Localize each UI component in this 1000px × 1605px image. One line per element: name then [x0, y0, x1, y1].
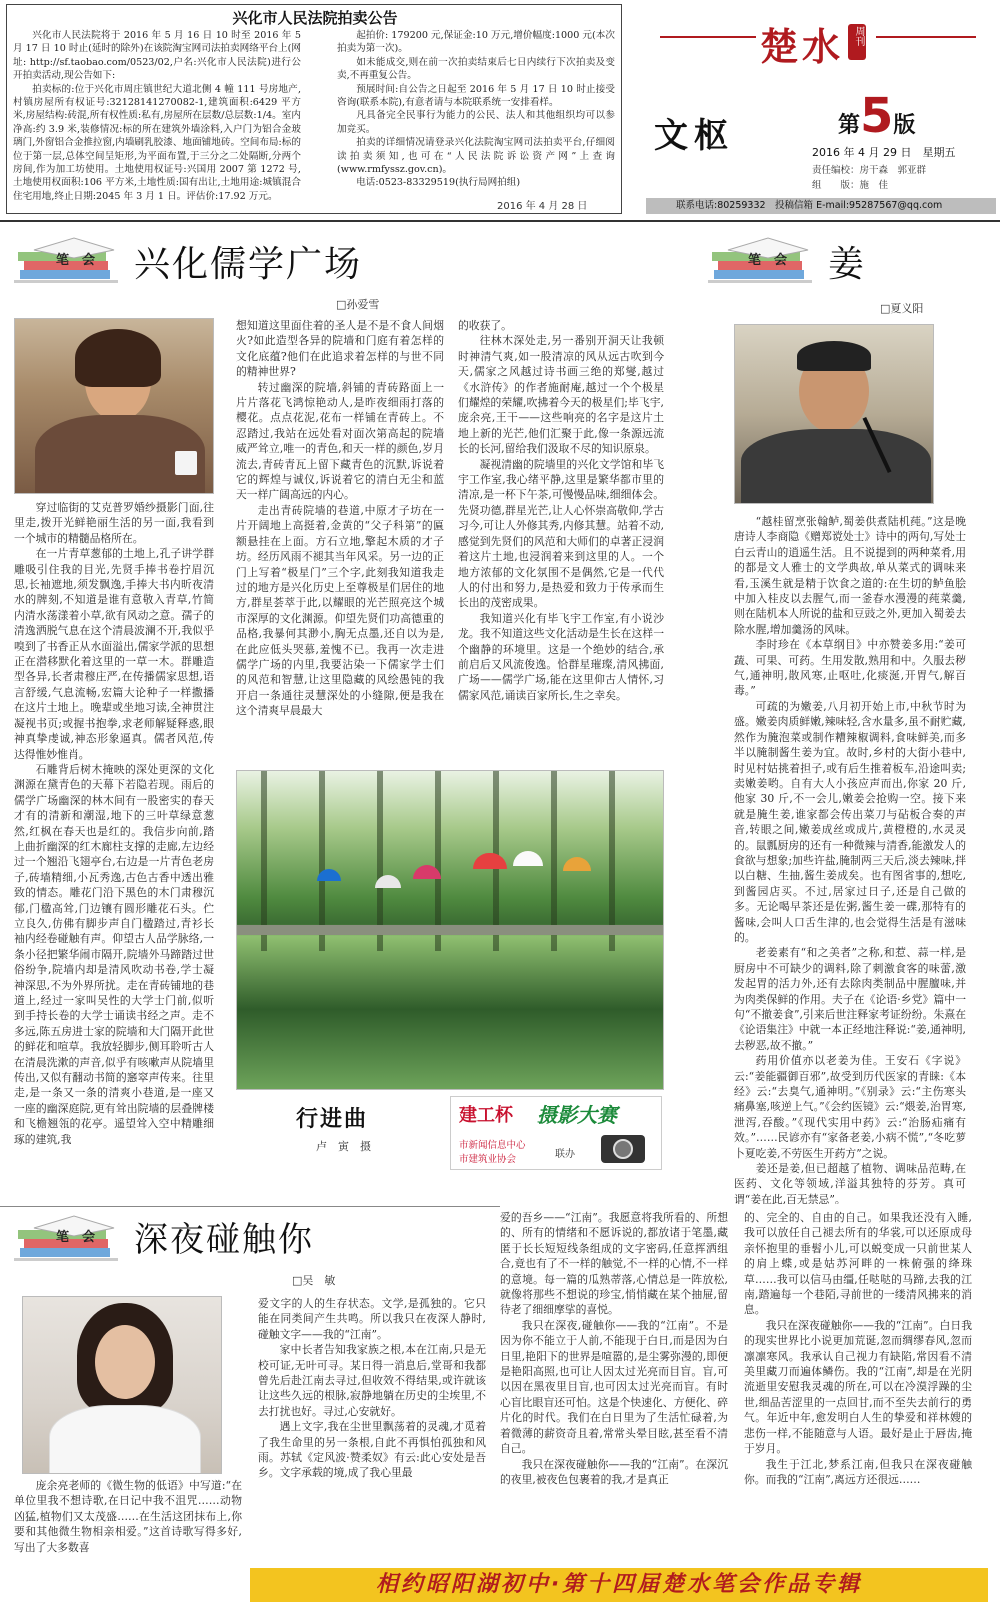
badge-contest: 摄影大赛 [537, 1103, 617, 1127]
brand-logo: 楚水 [760, 24, 845, 69]
walkway [237, 925, 664, 935]
article1-title: 兴化儒学广场 [134, 244, 363, 285]
notice-date: 2016 年 4 月 28 日 [497, 201, 588, 212]
photo-caption-box [236, 1094, 664, 1174]
notice-col1: 兴化市人民法院将于 2016 年 5 月 16 日 10 时至 2016 年 5 月 17 日 10 时止(延时的除外)在该院淘宝网司法拍卖网络平台上(网址: http://sf.taobao.com/0523/02,户名:兴化市人民法院)进行公开拍卖活动,现公告如下: 拍卖标的:位于兴化市周庄镇世纪大道北侧 4 幢 111 号房地产,村镇房屋所有权证号:32128141270082-1,建筑面积:6429 平方米,房屋结构:砖混,所有权性质:私有,房屋所在层数/总层数:1/4。室内净高:约 3.9 米,装修情况:标的所在建筑外墙涂料,入户门为铝合金玻璃门,外窗铝合金推拉窗,内墙刷乳胶漆、地面铺地砖。空间布局:标的位于第一层,总体空间呈矩形,为平面布置,于三分之二处隔断,分两个房间,作为加工坊使用。土地使用权证号:兴国用 2007 第 1272 号,土地使用权面积:106 平方米,土地性质:国有出让,土地用途:城镇混合住宅用地,终止日期:2045 年 3 月 1 日。评估价:17.92 万元。 [13, 30, 301, 202]
article1-tag: 笔 会 [56, 253, 96, 268]
layout-credit: 组 版：施 佳 [812, 180, 889, 191]
banner-text: 相约昭阳湖初中·第十四届楚水笔会作品专辑 [375, 1572, 863, 1597]
article3-col3: 爱的吾乡——“江南”。我愿意将我所看的、所想的、所有的情绪和不愿诉说的,都放诸于笔墨,藏匿于长长短短线条组成的文字密码,任意挥洒组合,竟也有了不一样的触觉,不一样的心情,不一样的意境。每一篇的瓜熟蒂落,心情总是一阵放松,就像将那些不想说的珍宝,悄悄藏在某个抽屉,留待老了细细摩挲的喜悦。 我只在深夜,碰触你——我的“江南”。不是因为你不能立于人前,不能现于白日,而是因为白日里,艳阳下的世界是喧嚣的,是尘雾弥漫的,即便是艳阳高照,也可让人因太过光亮而目盲。盲,可以因在黑夜里目盲,也可因太过光亮而盲。有时心盲比眼盲还可怕。这是个快速化、方便化、碎片化的时代。我们在白日里为了生活忙碌着,为着微薄的薪资奇且着,常常头晕目眩,甚至看不清自己。 我只在深夜碰触你——我的“江南”。在深沉的夜里,被夜色包裹着的我,才是真正 [500, 1211, 728, 1486]
portrait-hair [75, 329, 161, 387]
section-name: 文枢 [654, 116, 734, 156]
article1-col3: 的收获了。 往林木深处走,另一番别开洞天让我顿时神清气爽,如一股清凉的风从远古吹到今天,儒家之风越过诗书画三绝的郑燮,越过《水浒传》的作者施耐庵,越过一个个极星们耀煌的荣耀,吹拂着今天的极星们;毕飞宇,庞余亮,王干——这些响亮的名字是这片土地上新的光芒,他们汇聚于此,像一条源远流长的长河,留给我们汲取不尽的知识原泉。 凝视清幽的院墙里的兴化文学馆和毕飞宇工作室,我心绪平静,这里是繁华都市里的清凉,是一杯下午茶,可慢慢品味,细细体会。先贤功德,群星光芒,让人心怀崇高敬仰,学古习今,可让人外修其秀,内修其慧。站着不动,感觉到先贤们的风范和大师们的卓著正浸润着这片土地,也浸润着来到这里的人。一个地方浓郁的文化氛围不是偶然,它是一代代人的付出和努力,是热爱和致力于传承而生长出的茂密成果。 我知道兴化有毕飞宇工作室,有小说沙龙。我不知道这些文化活动是生长在这样一个幽静的环境里。这是一个绝妙的结合,承前启后又风流俊逸。恰群星璀璨,清风拂面,广场——儒学广场,能在这里仰古人情怀,习儒家风范,诵读百家所长,生之幸矣。 [458, 319, 664, 702]
auction-notice [6, 4, 622, 214]
article1-col2: 想知道这里面住着的圣人是不是不食人间烟火?如此造型各异的院墙和门庭有着怎样的文化底蕴?他们在此追求着怎样的与世不同的精神世界? 转过幽深的院墙,斜铺的青砖路面上一片片落花飞鸿惊艳动人,是昨夜细雨打落的樱花。点点花泥,花布一样铺在青砖上。不忍踏过,我站在远处看对面次第高起的院墙威严耸立,唯一的青色,和天一样的颜色,岁月流去,青砖青瓦上留下藏青色的沉默,诉说着它的辉煌与诚仪,诉说着它的清白无尘和蓝天一样广阔高远的内心。 走出青砖院墙的巷道,中原才子坊在一片开阔地上高挺着,金黄的“父子科第”的匾额悬挂在上面。方石立地,擎起木质的才子坊。经历风雨不褪其当年风采。另一边的正门上写着“极星门”三个字,此刻我知道我走过的地方是兴化历史上至尊极星们居住的地方,群星荟萃于此,以耀眼的光芒照亮这个城市深厚的文化渊源。仰望先贤们功高德重的品格,我暴何其渺小,胸无点墨,还自以为是,在此应低头哭慕,羞愧不已。我再一次走进儒学广场的内里,我要沾染一下儒家学士们的风范和智慧,让这里隐藏的风绘愚钝的我开启一条通往灵慧深处的小缝隙,便是我在这个清爽早晨最大 [236, 319, 444, 718]
badge-org1: 市新闻信息中心 [459, 1140, 526, 1151]
photo-title: 行进曲 [296, 1107, 369, 1132]
editor-credit: 责任编校：房干森 郭亚群 [812, 165, 927, 176]
photo-author: 卢 寅 摄 [316, 1140, 371, 1153]
article3-photo [22, 1296, 222, 1474]
contact-bar: 联系电话:80259332 投稿信箱 E-mail:95287567@qq.com [646, 198, 996, 214]
article3-col2: 爱文字的人的生存状态。文学,是孤独的。它只能在同类间产生共鸣。所以我只在夜深人静时,碰触文字——我的“江南”。 家中长者告知我家族之根,本在江南,只是无校可证,无叶可寻。某日得一消息后,堂哥和我都曾先后赴江南去寻过,但收效不得结果,或许就该让这些久远的根脉,寂静地躺在历史的尘埃里,不去打扰也好。寻过,心安就好。 遇上文字,我在尘世里飘荡着的灵魂,才觅着了我生命里的另一条根,自此不再惧怕孤独和风雨。苏轼《定风波·赞柔奴》有云:此心安处是吾乡。文字承载的境,成了我心里最 [258, 1297, 486, 1480]
notice-title: 兴化市人民法院拍卖公告 [232, 9, 398, 27]
article3-col4: 的、完全的、自由的自己。如果我还没有入睡,我可以放任自己褪去所有的华裳,可以还原成母亲怀抱里的垂髫小儿,可以蜕变成一只前世某人的肩上蝶,或是姑苏河畔的一株俯强的绛珠草……我可以信马由缰,任哒哒的马蹄,去我的江南,踏遍每一个巷陌,寻前世的一缕清风拂来的消息。 我只在深夜碰触你——我的“江南”。白日我的现实世界比小说更加荒诞,忽而绸缪春风,忽而凛凛寒风。我承认自己视力有缺陷,常因看不清美里藏刀而遍体鳞伤。我的“江南”,却是在光阴流逝里安慰我灵魂的所在,可以在冷漠浮躁的尘世,细品苦涩里的一点回甘,而不至失去前行的勇气。年近中年,愈发明白人生的挚爱和祥林嫂的悲伤一样,不能随意与人语。最好是止于唇齿,掩于岁月。 我生于江北,梦系江南,但我只在深夜碰触你。而我的“江南”,离远方还很远…… [744, 1211, 972, 1486]
article1-author: □孙爱雪 [336, 298, 380, 311]
contest-badge [450, 1096, 662, 1170]
featured-photo [236, 770, 664, 1090]
badge-org2: 市建筑业协会 [459, 1154, 517, 1165]
bottom-banner [250, 1568, 988, 1602]
article2-author: □夏义阳 [880, 302, 924, 315]
page-number: 第5版 [838, 88, 916, 144]
article3-tag: 笔 会 [56, 1230, 96, 1245]
article2-photo [734, 324, 934, 504]
portrait-body [49, 1405, 201, 1474]
article2-tag: 笔 会 [748, 253, 788, 268]
badge-org3: 联办 [555, 1149, 575, 1160]
divider [0, 220, 1000, 222]
article3-author: □吴 敏 [292, 1274, 336, 1287]
notice-col2: 起拍价: 179200 元,保证金:10 万元,增价幅度:1000 元(本次拍卖为第一次)。 如未能成交,则在前一次拍卖结束后七日内续行下次拍卖及变卖,不再重复公告。 预展时间:自公告之日起至 2016 年 5 月 17 日 10 时止接受咨询(联系本院),有意者请与本院联系统一安排看样。 凡具备完全民事行为能力的公民、法人和其他组织均可以参加竞买。 拍卖的详细情况请登录兴化法院淘宝网司法拍卖平台,仔细阅读拍卖须知,也可在“人民法院诉讼资产网”上查询(www.rmfyssz.gov.cn)。 电话:0523-83329519(执行局网拍组) [337, 30, 615, 189]
article2-body: “越桂留烹张翰鲈,蜀姜供煮陆机莼。”这是晚唐诗人李商隐《赠郑谠处士》诗中的两句,写处士白云青山的逍遥生活。且不说提到的两种菜肴,用的都是文人雅士的文学典故,单从菜式的调味来看,玉溪生就是精于饮食之道的:在生切的鲈鱼脍中加入桂皮以去腥气,而一釜春水漫漫的莼菜羹,则在陆机本人所说的盐和豆豉之外,更加入蜀姜去除水腥,增加羹汤的风味。 李时珍在《本草纲目》中亦赞姜多用:“姜可蔬、可果、可药。生用发散,熟用和中。久服去秽气,通神明,散风寒,止呕吐,化痰涎,开胃气,解百毒。” 可疏的为嫩姜,八月初开始上市,中秋节时为盛。嫩姜肉质鲜嫩,辣味轻,含水量多,虽不耐贮藏,然作为腌泡菜或制作糟辣椒调料,食味鲜美,而多半以腌制酱生姜为宜。故时,乡村的大街小巷中,时见村姑挑着担子,或有后生推着板车,沿途叫卖;卖嫩姜哟。自有大人小孩应声而出,你家 20 斤,他家 30 斤,不一会儿,嫩姜会抢购一空。接下来就是腌生姜,谁家都会传出菜刀与砧板合奏的声音,转眼之间,嫩姜成丝或成片,黄橙橙的,水灵灵的。鼠瓢厨房的还有一种微辣与清香,能激发人的食欲与想象;加些许盐,腌制两三天后,淡去辣味,拌以白糖、生抽,酱生姜成矣。也有图省事的,想吃,到酱园店买。不过,居家过日子,还是自己做的多。无论喝早茶还是佐粥,酱生姜一碟,那特有的酱味,会叫人口舌生津的,也会觉得生活是有滋味的。 老姜素有“和之美者”之称,和惹、蒜一样,是厨房中不可缺少的调料,除了刺激食客的味蕾,激发起胃的活力外,还有去除肉类制品中腥膻味,并为肉类保鲜的作用。夫子在《论语·乡党》篇中一句“不撤姜食”,引来后世注释家考证纷纷。朱熹在《论语集注》中就一本正经地注释说:“姜,通神明,去秽恶,故不撤。” 药用价值亦以老姜为佳。王安石《字说》云:“姜能疆御百邪”,故受到历代医家的青睐:《本经》云:“去臭气,通神明。”《别录》云:“主伤寒头痛鼻塞,咳逆上气。”《会约医镜》云:“煨姜,治胃寒,泄泻,吞酸。”《现代实用中药》云:“治肠疝痛有效。”……民谚亦有“家备老姜,小病不慌”,“冬吃萝卜夏吃姜,不劳医生开药方”之说。 姜还是姜,但已超越了植物、调味品范畴,在医药、文化等领域,洋溢其独特的芬芳。真可谓“姜在此,百无禁忌”。 [734, 515, 966, 1204]
article1-photo [14, 318, 214, 494]
portrait-face [95, 1325, 155, 1399]
divider [0, 1206, 500, 1207]
weekly-badge: 周刊 [848, 24, 866, 60]
article3-col1: 庞余亮老师的《微生物的低语》中写道:“在单位里我不想诗歌,在日记中我不沮咒……动物凶猛,植物们又太茂盛……在生活这团抹布上,你要和其他微生物相亲相爱。”这首诗歌写得多好,写出了大多数喜 [14, 1479, 242, 1554]
issue-date: 2016 年 4 月 29 日 星期五 [812, 146, 956, 159]
article1-col1: 穿过临街的艾克普罗婚纱摄影门面,往里走,拨开光鲜艳丽生活的另一面,我看到一个城市的精髓品格所在。 在一片青草葱郁的土地上,孔子讲学群雕吸引住我的目光,先贤手捧书卷拧眉沉思,长袖遮地,须发飘逸,手捧大书内昕夜清水的牌刻,不知道是谁有意敬入青草,竹简内清水荡漾着小草,欲有风动之意。孺子的清逸洒脱气息在这个清晨波澜不开,我似乎嗅到了书香正从水面溢出,儒家学派的思想正在潜移默化着这里的一草一木。群雕造型各异,长者肃穆庄严,在传播儒家思想,语言舒缓,气息流畅,宏篇大论种子一样撒播在这片土地上。晚辈或坐地习读,全神贯注凝视书页;或握书抱拳,求老师解疑释惑,眼神真挚虔诚,神态形象逼真。儒者风范,传达得惟妙惟肖。 石雕背后树木掩映的深处更深的文化渊源在黛青色的天幕下若隐若现。雨后的儒学广场幽深的林木间有一股密实的春天才有的清新和潮湿,地下的三叶草绿意葱然,红枫在春天也是红的。我信步向前,踏上曲折幽深的红木廊柱支撑的走廊,左边经过一个翘沿飞翅亭台,右边是一片青色老房子,砖墙精细,小瓦秀逸,古色古香中透出雅致的情态。雕花门沿下黑色的木门肃穆沉郁,门楹高耸,门边镶有圆形雕花石头。伫立良久,仿佛有脚步声自门楹踏过,青衫长袖内经卷碰触有声。仰望古人品学脉络,一条小径把繁华闹市隔开,院墙外马蹄踏过世俗纷争,院墙内却是清风吹动书卷,学士凝神深思,不为外界所扰。走在青砖铺地的巷道上,经过一家叫吴性的大学士门前,似听到手持长卷的大学士诵读书经之声。走不多远,陈五房进士家的院墙和大门隔开此世的鲜花和喧草。我放轻脚步,侧耳聆听古人在清晨洗漱的声音,似乎有咳嗽声从院墙里传出,又似有翻动书简的窸窣声传来。往里走,是一条又一条的清爽小巷道,是一座又一座的幽深庭院,更有耸出院墙的层叠牌楼和飞檐翘瓴的花亭。遥望耸入空中精雕细琢的建筑,我 [14, 501, 214, 1146]
tree-trunks [237, 771, 664, 951]
portrait-body [741, 429, 931, 504]
badge-cup: 建工杯 [459, 1105, 513, 1126]
article3-title: 深夜碰触你 [134, 1220, 314, 1260]
portrait-hair [797, 341, 871, 371]
masthead [640, 4, 996, 214]
camera-icon [601, 1135, 645, 1163]
cup [175, 451, 197, 475]
article2-title: 姜 [828, 244, 865, 285]
